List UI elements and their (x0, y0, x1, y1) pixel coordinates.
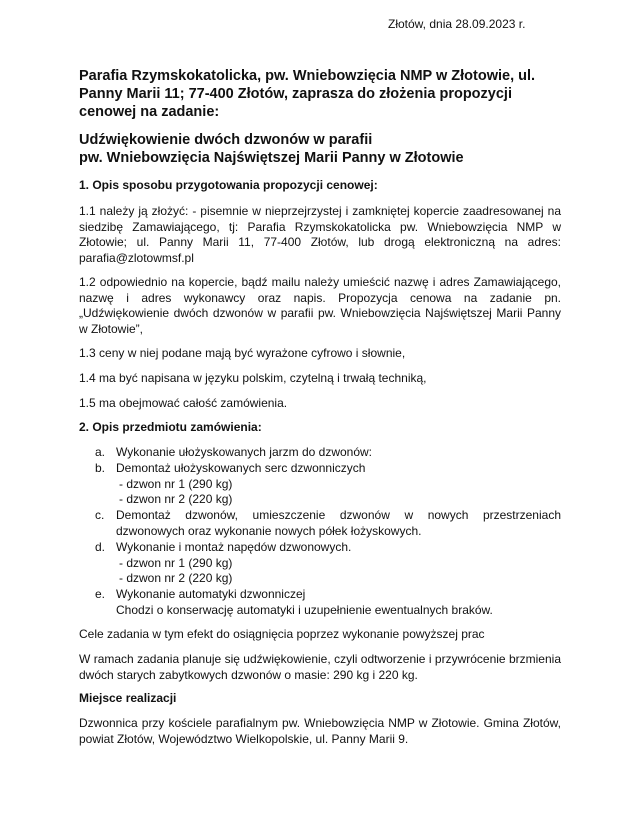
list-item-subline: - dzwon nr 2 (220 kg) (119, 492, 233, 507)
location-heading: Miejsce realizacji (79, 691, 177, 705)
task-subject-line-1: Udźwiękowienie dwóch dzwonów w parafii (79, 132, 373, 148)
list-item-letter: d. (95, 539, 106, 554)
list-item-text: Demontaż ułożyskowanych serc dzwonniczych (116, 460, 366, 475)
plan-paragraph: W ramach zadania planuje się udźwiękowienie, czyli odtworzenie i przywrócenie brzmienia dwóch starych zabytkowych dzwonów o masie: 290 kg i 220 kg. (79, 652, 561, 682)
paragraph-1-5: 1.5 ma obejmować całość zamówienia. (79, 396, 288, 410)
paragraph-1-1: 1.1 należy ją złożyć: - pisemnie w nieprzejrzystej i zamkniętej kopercie zaadresowanej na siedzibę Zamawiającego, tj: Parafia Rzymskokatolicka pw. Wniebowzięcia NMP w Złotowie; ul. Panny Marii 11, 77-400 Złotów, lub drogą elektroniczną na adres: parafia@zlotowmsf.pl (79, 204, 561, 266)
list-item-subline: Chodzi o konserwację automatyki i uzupełnienie ewentualnych braków. (116, 602, 493, 617)
list-item-text: Wykonanie i montaż napędów dzwonowych. (116, 539, 352, 554)
list-item-subline: - dzwon nr 1 (290 kg) (119, 555, 233, 570)
paragraph-1-2: 1.2 odpowiednio na kopercie, bądź mailu należy umieścić nazwę i adres Zamawiającego, nazwę i adres wykonawcy oraz napis. Propozycja cenowa na zadanie pn. „Udźwiękowienie dwóch dzwonów w parafii pw. Wniebowzięcia Najświętszej Marii Panny w Złotowie”, (79, 275, 561, 337)
paragraph-1-3: 1.3 ceny w niej podane mają być wyrażone cyfrowo i słownie, (79, 346, 406, 360)
list-item (95, 540, 561, 587)
date-line: Złotów, dnia 28.09.2023 r. (388, 17, 526, 31)
goal-paragraph: Cele zadania w tym efekt do osiągnięcia poprzez wykonanie powyższej prac (79, 627, 485, 641)
list-item-letter: c. (95, 508, 105, 523)
list-item-text: Wykonanie automatyki dzwonniczej (116, 587, 306, 602)
document-title: Parafia Rzymskokatolicka, pw. Wniebowzięcia NMP w Złotowie, ul. Panny Marii 11; 77-400 Złotów, zaprasza do złożenia propozycji cenowej na zadanie: (79, 68, 536, 120)
task-subject (79, 131, 569, 167)
section-2-heading: 2. Opis przedmiotu zamówienia: (79, 420, 262, 434)
list-item (95, 587, 561, 619)
list-item-text: Demontaż dzwonów, umieszczenie dzwonów w nowych przestrzeniach dzwonowych oraz wykonanie nowych półek łożyskowych. (116, 508, 561, 538)
list-item-subline: - dzwon nr 2 (220 kg) (119, 571, 233, 586)
list-item (95, 461, 561, 508)
list-item (95, 508, 561, 540)
section-1-heading: 1. Opis sposobu przygotowania propozycji cenowej: (79, 178, 378, 192)
list-item-letter: e. (95, 587, 106, 602)
list-item-subline: - dzwon nr 1 (290 kg) (119, 476, 233, 491)
list-item-text: Wykonanie ułożyskowanych jarzm do dzwonów: (116, 445, 373, 459)
location-paragraph: Dzwonnica przy kościele parafialnym pw. Wniebowzięcia NMP w Złotowie. Gmina Złotów, powiat Złotów, Województwo Wielkopolskie, ul. Panny Marii 9. (79, 716, 561, 746)
scope-list (95, 445, 561, 619)
paragraph-1-4: 1.4 ma być napisana w języku polskim, czytelną i trwałą techniką, (79, 371, 427, 385)
list-item (95, 445, 561, 461)
list-item-letter: b. (95, 460, 106, 475)
task-subject-line-2: pw. Wniebowzięcia Najświętszej Marii Panny w Złotowie (79, 150, 464, 166)
list-item-letter: a. (95, 445, 106, 459)
